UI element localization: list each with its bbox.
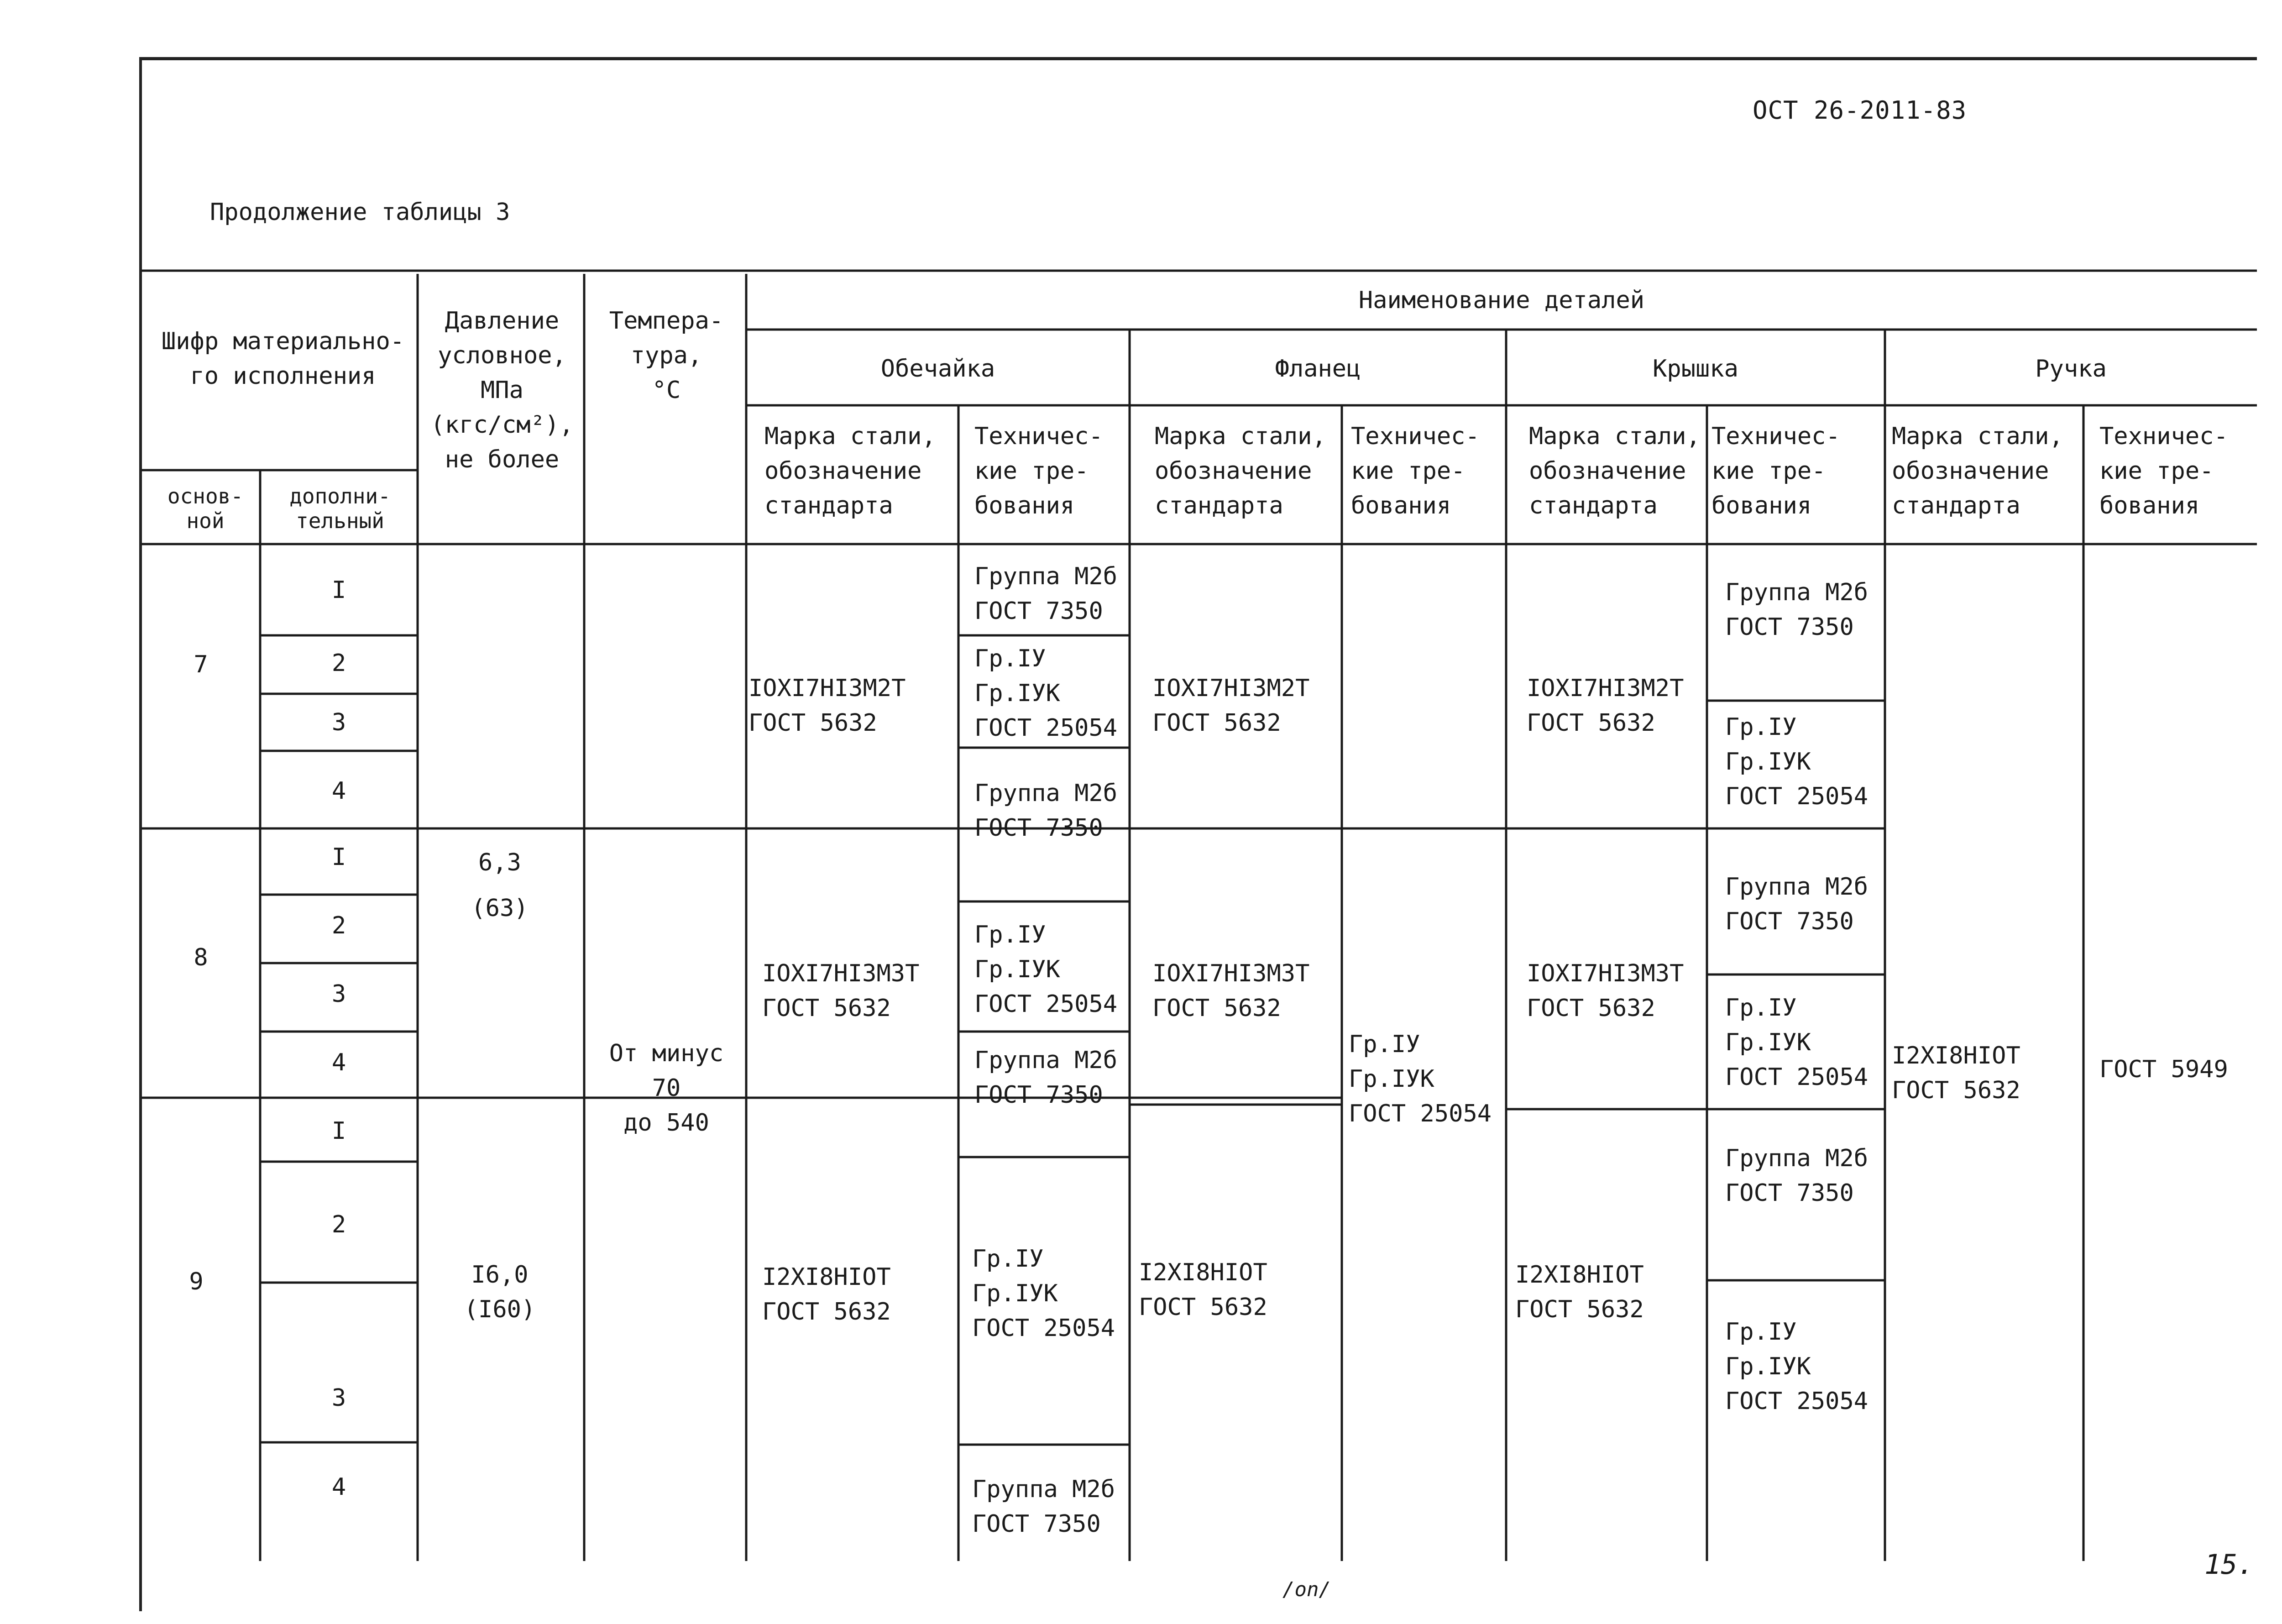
header-part-shell: Обечайка [880,355,995,382]
extra-code: I [331,1117,346,1145]
cover-tech: Группа М2б ГОСТ 7350 [1725,579,1869,641]
header-flange-tech: Техничес- кие тре- бования [1351,423,1480,519]
header-pressure: Давление условное, МПа (кгс/см²), не более [430,307,574,473]
header-cipher: Шифр материально- го исполнения [161,328,405,390]
cover-tech: Гр.IУ Гр.IУК ГОСТ 25054 [1725,1318,1869,1415]
temperature-value: От минус 70 до 540 [609,1040,724,1137]
header-temperature: Темпера- тура, °С [609,307,724,404]
shell-tech: Группа М2б ГОСТ 7350 [974,563,1118,625]
standard-code: ОСТ 26-2011-83 [1753,96,1967,125]
header-handle-steel: Марка стали, обозначение стандарта [1892,423,2063,519]
pressure-value: I6,0 (I60) [464,1261,536,1323]
extra-code: 2 [331,650,346,677]
shell-tech: Группа М2б ГОСТ 7350 [974,1047,1118,1109]
header-parts-name: Наименование деталей [1358,287,1645,314]
table-caption: Продолжение таблицы 3 [210,199,510,226]
cover-tech: Гр.IУ Гр.IУК ГОСТ 25054 [1725,713,1869,810]
handle-steel: I2XI8HIOT ГОСТ 5632 [1892,1042,2020,1104]
extra-code: 2 [331,912,346,939]
shell-steel: I2XI8HIOT ГОСТ 5632 [762,1263,891,1325]
shell-tech: Гр.IУ Гр.IУК ГОСТ 25054 [974,921,1118,1018]
cover-steel: IOXI7HI3M3T ГОСТ 5632 [1527,960,1684,1022]
header-cover-steel: Марка стали, обозначение стандарта [1529,423,1701,519]
cover-steel: IOXI7HI3M2T ГОСТ 5632 [1527,675,1684,737]
main-code: 8 [194,944,208,971]
header-flange-steel: Марка стали, обозначение стандарта [1155,423,1326,519]
flange-tech: Гр.IУ Гр.IУК ГОСТ 25054 [1349,1031,1492,1127]
shell-tech: Группа М2б ГОСТ 7350 [972,1476,1115,1538]
extra-code: 2 [331,1211,346,1238]
shell-steel: IOXI7HI3M2T ГОСТ 5632 [748,675,906,737]
flange-steel: IOXI7HI3M2T ГОСТ 5632 [1152,675,1310,737]
flange-steel: IOXI7HI3M3T ГОСТ 5632 [1152,960,1310,1022]
extra-code: 4 [331,1473,346,1501]
header-shell-steel: Марка стали, обозначение стандарта [764,423,936,519]
main-code: 7 [194,651,208,678]
header-part-handle: Ручка [2035,355,2107,382]
header-handle-tech: Техничес- кие тре- бования [2099,423,2228,519]
cover-tech: Группа М2б ГОСТ 7350 [1725,1145,1869,1207]
shell-tech: Гр.IУ Гр.IУК ГОСТ 25054 [972,1245,1115,1342]
page-number: 15. [2204,1549,2254,1581]
header-shell-tech: Техничес- кие тре- бования [974,423,1103,519]
extra-code: 3 [331,1384,346,1412]
extra-code: 3 [331,980,346,1008]
extra-code: 4 [331,777,346,805]
header-part-cover: Крышка [1653,355,1738,382]
extra-code: I [331,843,346,871]
main-code: 9 [189,1268,204,1295]
extra-code: I [331,576,346,604]
shell-tech: Гр.IУ Гр.IУК ГОСТ 25054 [974,645,1118,742]
pressure-value: 6,3 (63) [471,849,529,922]
extra-code: 4 [331,1049,346,1076]
cover-steel: I2XI8HIOT ГОСТ 5632 [1515,1261,1644,1323]
shell-tech: Группа М2б ГОСТ 7350 [974,780,1118,842]
header-cover-tech: Техничес- кие тре- бования [1712,423,1840,519]
flange-steel: I2XI8HIOT ГОСТ 5632 [1139,1259,1267,1321]
header-cipher-main: основ- ной [167,484,244,533]
cover-tech: Группа М2б ГОСТ 7350 [1725,873,1869,935]
footer-mark: /on/ [1282,1578,1331,1601]
shell-steel: IOXI7HI3M3T ГОСТ 5632 [762,960,920,1022]
cover-tech: Гр.IУ Гр.IУК ГОСТ 25054 [1725,994,1869,1091]
header-part-flange: Фланец [1275,355,1361,382]
extra-code: 3 [331,709,346,736]
header-cipher-extra: дополни- тельный [289,484,391,533]
handle-tech: ГОСТ 5949 [2099,1056,2228,1083]
